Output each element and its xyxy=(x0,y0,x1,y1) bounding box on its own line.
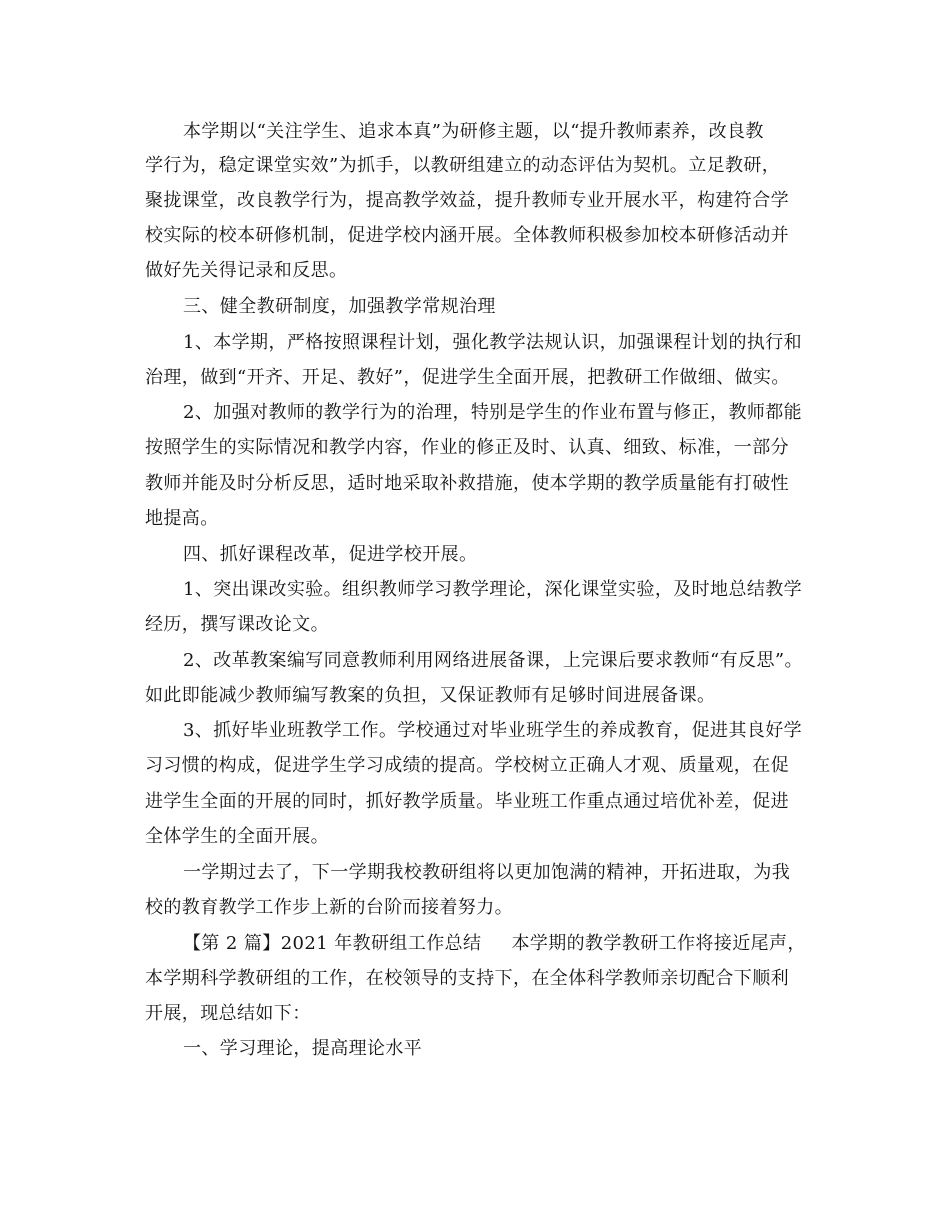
paragraph-line: 2、加强对教师的教学行为的治理，特别是学生的作业布置与修正，教师都能 xyxy=(183,402,803,423)
paragraph-line: 学行为，稳定课堂实效”为抓手，以教研组建立的动态评估为契机。立足教研， xyxy=(145,155,781,176)
paragraph-line: 如此即能减少教师编写教案的负担，又保证教师有足够时间进展备课。 xyxy=(145,685,716,706)
paragraph-line: 一学期过去了，下一学期我校教研组将以更加饱满的精神，开拓进取，为我 xyxy=(183,862,791,883)
paragraph-line: 进学生全面的开展的同时，抓好教学质量。毕业班工作重点通过培优补差，促进 xyxy=(145,791,789,812)
paragraph-line: 1、突出课改实验。组织教师学习教学理论，深化课堂实验，及时地总结教学 xyxy=(183,579,803,600)
paragraph-line: 本学期科学教研组的工作，在校领导的支持下，在全体科学教师亲切配合下顺利 xyxy=(145,968,789,989)
paragraph-line: 校实际的校本研修机制，促进学校内涵开展。全体教师积极参加校本研修活动并 xyxy=(145,225,789,246)
section-heading: 三、健全教研制度，加强教学常规治理 xyxy=(183,296,496,317)
paragraph-line: 按照学生的实际情况和教学内容，作业的修正及时、认真、细致、标准，一部分 xyxy=(145,437,789,458)
article-heading-line xyxy=(183,933,806,955)
paragraph-line: 教师并能及时分析反思，适时地采取补救措施，使本学期的教学质量能有打破性 xyxy=(145,473,789,494)
paragraph-line: 开展，现总结如下： xyxy=(145,1003,311,1024)
article-intro: 本学期的教学教研工作将接近尾声， xyxy=(511,933,806,954)
paragraph-line: 3、抓好毕业班教学工作。学校通过对毕业班学生的养成教育，促进其良好学 xyxy=(183,720,803,741)
section-heading: 一、学习理论，提高理论水平 xyxy=(183,1038,423,1059)
paragraph-line: 校的教育教学工作步上新的台阶而接着努力。 xyxy=(145,897,513,918)
paragraph-line: 做好先关得记录和反思。 xyxy=(145,260,348,281)
paragraph-line: 1、本学期，严格按照课程计划，强化教学法规认识，加强课程计划的执行和 xyxy=(183,332,803,353)
paragraph-line: 地提高。 xyxy=(145,508,219,529)
section-heading: 四、抓好课程改革，促进学校开展。 xyxy=(183,544,478,565)
paragraph-line: 聚拢课堂，改良教学行为，提高教学效益，提升教师专业开展水平，构建符合学 xyxy=(145,190,789,211)
paragraph-line: 2、改革教案编写同意教师利用网络进展备课，上完课后要求教师“有反思”。 xyxy=(183,650,803,671)
paragraph-line: 经历，撰写课改论文。 xyxy=(145,614,329,635)
paragraph-line: 全体学生的全面开展。 xyxy=(145,826,329,847)
paragraph-line: 本学期以“关注学生、追求本真”为研修主题，以“提升教师素养，改良教 xyxy=(183,121,764,142)
article-title: 【第 2 篇】2021 年教研组工作总结 xyxy=(183,933,482,954)
paragraph-line: 习习惯的构成，促进学生学习成绩的提高。学校树立正确人才观、质量观，在促 xyxy=(145,755,789,776)
paragraph-line: 治理，做到“开齐、开足、教好”，促进学生全面开展，把教研工作做细、做实。 xyxy=(145,367,790,388)
